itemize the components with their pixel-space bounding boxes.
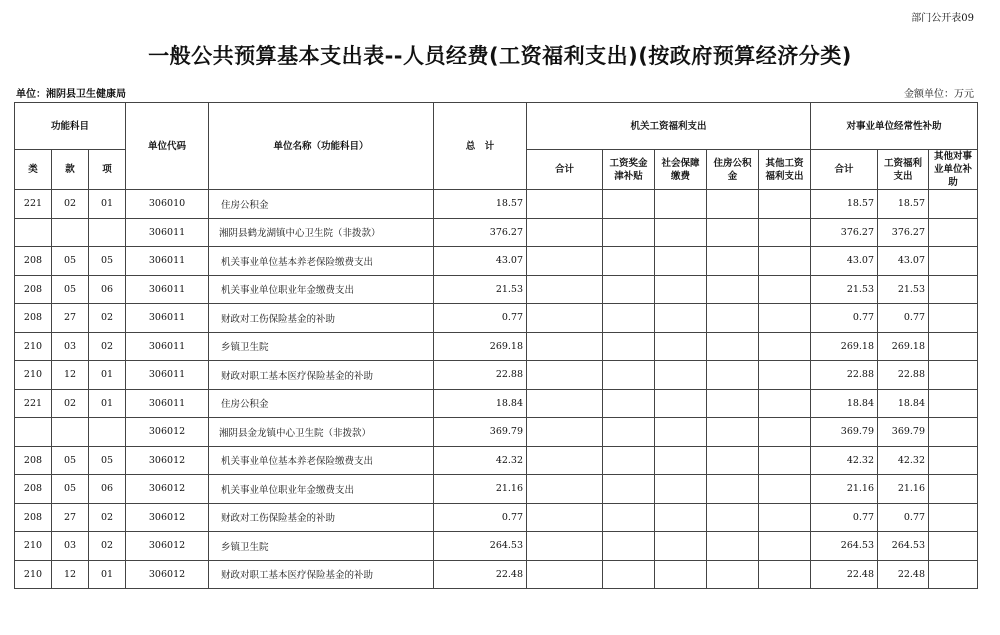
cell-inst-other	[929, 332, 978, 361]
table-row	[15, 503, 978, 532]
cell-inst-other	[929, 418, 978, 447]
cell-inst-wage: 21.53	[878, 275, 929, 304]
cell-org-sum	[527, 218, 603, 247]
cell-total: 0.77	[434, 304, 527, 333]
cell-inst-sum: 264.53	[811, 532, 878, 561]
table-row	[15, 532, 978, 561]
cell-org-bonus	[603, 475, 655, 504]
cell-org-other	[759, 503, 811, 532]
cell-inst-sum: 269.18	[811, 332, 878, 361]
cell-unit-name: 财政对工伤保险基金的补助	[209, 304, 434, 333]
cell-inst-wage: 42.32	[878, 446, 929, 475]
cell-inst-sum: 18.57	[811, 190, 878, 219]
cell-inst-wage: 22.88	[878, 361, 929, 390]
cell-kuan	[52, 418, 89, 447]
cell-unit-code: 306012	[126, 532, 209, 561]
cell-unit-code: 306011	[126, 304, 209, 333]
cell-inst-sum: 0.77	[811, 304, 878, 333]
cell-kuan: 03	[52, 332, 89, 361]
cell-org-sum	[527, 275, 603, 304]
cell-inst-other	[929, 532, 978, 561]
cell-inst-sum: 18.84	[811, 389, 878, 418]
cell-inst-wage: 18.84	[878, 389, 929, 418]
cell-lei: 210	[15, 361, 52, 390]
cell-org-housing	[707, 304, 759, 333]
cell-org-housing	[707, 446, 759, 475]
cell-inst-other	[929, 275, 978, 304]
cell-org-bonus	[603, 218, 655, 247]
cell-org-social	[655, 218, 707, 247]
cell-org-other	[759, 218, 811, 247]
cell-xiang: 01	[89, 560, 126, 589]
org-sum-header: 合计	[527, 150, 603, 190]
cell-org-bonus	[603, 418, 655, 447]
cell-org-social	[655, 389, 707, 418]
cell-org-sum	[527, 332, 603, 361]
cell-total: 22.88	[434, 361, 527, 390]
cell-lei: 208	[15, 503, 52, 532]
cell-inst-sum: 22.88	[811, 361, 878, 390]
cell-org-housing	[707, 503, 759, 532]
cell-inst-sum: 0.77	[811, 503, 878, 532]
table-row	[15, 247, 978, 276]
cell-unit-name: 财政对职工基本医疗保险基金的补助	[209, 361, 434, 390]
cell-org-bonus	[603, 361, 655, 390]
cell-total: 21.53	[434, 275, 527, 304]
cell-org-other	[759, 275, 811, 304]
cell-org-bonus	[603, 560, 655, 589]
cell-inst-other	[929, 446, 978, 475]
cell-org-social	[655, 332, 707, 361]
cell-org-other	[759, 304, 811, 333]
cell-lei: 210	[15, 332, 52, 361]
cell-inst-other	[929, 389, 978, 418]
cell-org-bonus	[603, 247, 655, 276]
cell-org-other	[759, 532, 811, 561]
cell-org-other	[759, 247, 811, 276]
form-number: 部门公开表09	[911, 13, 974, 24]
cell-lei: 210	[15, 532, 52, 561]
cell-inst-sum: 42.32	[811, 446, 878, 475]
cell-total: 269.18	[434, 332, 527, 361]
cell-kuan: 12	[52, 361, 89, 390]
cell-org-sum	[527, 361, 603, 390]
cell-inst-sum: 376.27	[811, 218, 878, 247]
cell-kuan: 05	[52, 275, 89, 304]
cell-unit-name: 财政对工伤保险基金的补助	[209, 503, 434, 532]
cell-org-social	[655, 532, 707, 561]
cell-unit-code: 306012	[126, 418, 209, 447]
cell-org-social	[655, 304, 707, 333]
cell-total: 22.48	[434, 560, 527, 589]
cell-org-sum	[527, 190, 603, 219]
cell-lei: 208	[15, 446, 52, 475]
cell-lei: 208	[15, 247, 52, 276]
inst-subsidy-header: 对事业单位经常性补助	[811, 103, 978, 150]
cell-unit-name: 机关事业单位基本养老保险缴费支出	[209, 247, 434, 276]
cell-unit-code: 306012	[126, 475, 209, 504]
unit-code-header: 单位代码	[126, 103, 209, 190]
inst-wage-header: 工资福利支出	[878, 150, 929, 190]
cell-total: 264.53	[434, 532, 527, 561]
cell-org-social	[655, 190, 707, 219]
cell-unit-code: 306011	[126, 218, 209, 247]
cell-unit-code: 306011	[126, 332, 209, 361]
cell-xiang	[89, 218, 126, 247]
table-row	[15, 190, 978, 219]
cell-total: 376.27	[434, 218, 527, 247]
cell-kuan	[52, 218, 89, 247]
cell-inst-other	[929, 190, 978, 219]
table-row	[15, 389, 978, 418]
cell-xiang: 05	[89, 446, 126, 475]
cell-org-bonus	[603, 389, 655, 418]
cell-org-sum	[527, 389, 603, 418]
cell-org-social	[655, 418, 707, 447]
cell-org-bonus	[603, 332, 655, 361]
cell-total: 369.79	[434, 418, 527, 447]
cell-kuan: 05	[52, 247, 89, 276]
cell-org-other	[759, 560, 811, 589]
total-header: 总 计	[434, 103, 527, 190]
table-row	[15, 361, 978, 390]
cell-total: 43.07	[434, 247, 527, 276]
cell-lei: 208	[15, 304, 52, 333]
cell-inst-wage: 43.07	[878, 247, 929, 276]
table-row	[15, 218, 978, 247]
cell-unit-name: 乡镇卫生院	[209, 332, 434, 361]
cell-org-other	[759, 361, 811, 390]
cell-xiang: 02	[89, 304, 126, 333]
cell-inst-sum: 21.53	[811, 275, 878, 304]
cell-org-social	[655, 247, 707, 276]
cell-kuan: 02	[52, 190, 89, 219]
cell-unit-name: 机关事业单位职业年金缴费支出	[209, 275, 434, 304]
cell-inst-other	[929, 361, 978, 390]
cell-xiang	[89, 418, 126, 447]
table-header	[15, 103, 978, 190]
cell-xiang: 05	[89, 247, 126, 276]
cell-org-sum	[527, 532, 603, 561]
cell-lei	[15, 218, 52, 247]
cell-org-social	[655, 446, 707, 475]
cell-org-housing	[707, 389, 759, 418]
cell-org-housing	[707, 218, 759, 247]
cell-org-sum	[527, 418, 603, 447]
cell-inst-sum: 21.16	[811, 475, 878, 504]
cell-inst-wage: 18.57	[878, 190, 929, 219]
cell-org-bonus	[603, 532, 655, 561]
cell-org-housing	[707, 275, 759, 304]
cell-kuan: 02	[52, 389, 89, 418]
cell-org-housing	[707, 418, 759, 447]
cell-lei	[15, 418, 52, 447]
cell-kuan: 05	[52, 475, 89, 504]
cell-inst-wage: 376.27	[878, 218, 929, 247]
cell-total: 18.57	[434, 190, 527, 219]
cell-unit-name: 住房公积金	[209, 389, 434, 418]
xiang-header: 项	[89, 150, 126, 190]
table-row	[15, 446, 978, 475]
cell-total: 21.16	[434, 475, 527, 504]
cell-org-other	[759, 332, 811, 361]
inst-other-header: 其他对事业单位补助	[929, 150, 978, 190]
cell-unit-name: 湘阴县鹤龙湖镇中心卫生院（非拨款）	[209, 218, 434, 247]
cell-org-housing	[707, 532, 759, 561]
cell-org-other	[759, 475, 811, 504]
cell-unit-code: 306011	[126, 275, 209, 304]
cell-unit-code: 306012	[126, 446, 209, 475]
cell-inst-other	[929, 560, 978, 589]
cell-org-bonus	[603, 503, 655, 532]
cell-org-housing	[707, 332, 759, 361]
cell-xiang: 02	[89, 332, 126, 361]
cell-total: 18.84	[434, 389, 527, 418]
org-other-header: 其他工资福利支出	[759, 150, 811, 190]
cell-inst-sum: 369.79	[811, 418, 878, 447]
cell-org-sum	[527, 446, 603, 475]
cell-inst-wage: 264.53	[878, 532, 929, 561]
table-row	[15, 475, 978, 504]
cell-xiang: 06	[89, 275, 126, 304]
cell-org-social	[655, 475, 707, 504]
table-body	[15, 190, 978, 589]
cell-kuan: 03	[52, 532, 89, 561]
cell-inst-sum: 43.07	[811, 247, 878, 276]
cell-lei: 221	[15, 389, 52, 418]
cell-org-other	[759, 418, 811, 447]
cell-total: 42.32	[434, 446, 527, 475]
unit-label: 单位：湘阴县卫生健康局	[16, 89, 126, 100]
cell-xiang: 01	[89, 361, 126, 390]
cell-xiang: 06	[89, 475, 126, 504]
cell-unit-name: 湘阴县金龙镇中心卫生院（非拨款）	[209, 418, 434, 447]
cell-org-housing	[707, 247, 759, 276]
kuan-header: 款	[52, 150, 89, 190]
cell-kuan: 05	[52, 446, 89, 475]
org-bonus-header: 工资奖金津补贴	[603, 150, 655, 190]
cell-unit-name: 乡镇卫生院	[209, 532, 434, 561]
cell-org-bonus	[603, 275, 655, 304]
cell-unit-name: 住房公积金	[209, 190, 434, 219]
org-housing-header: 住房公积金	[707, 150, 759, 190]
cell-unit-code: 306012	[126, 503, 209, 532]
cell-inst-other	[929, 475, 978, 504]
budget-table	[14, 102, 978, 589]
cell-org-sum	[527, 304, 603, 333]
cell-unit-code: 306011	[126, 361, 209, 390]
cell-xiang: 01	[89, 190, 126, 219]
cell-unit-code: 306011	[126, 247, 209, 276]
cell-lei: 210	[15, 560, 52, 589]
cell-org-other	[759, 446, 811, 475]
cell-org-housing	[707, 361, 759, 390]
cell-unit-code: 306010	[126, 190, 209, 219]
org-wage-header: 机关工资福利支出	[527, 103, 811, 150]
table-row	[15, 332, 978, 361]
cell-inst-other	[929, 503, 978, 532]
unit-name-header: 单位名称（功能科目）	[209, 103, 434, 190]
cell-kuan: 27	[52, 304, 89, 333]
cell-unit-name: 机关事业单位基本养老保险缴费支出	[209, 446, 434, 475]
inst-sum-header: 合计	[811, 150, 878, 190]
cell-inst-sum: 22.48	[811, 560, 878, 589]
cell-org-other	[759, 190, 811, 219]
cell-xiang: 01	[89, 389, 126, 418]
cell-unit-name: 机关事业单位职业年金缴费支出	[209, 475, 434, 504]
cell-org-social	[655, 503, 707, 532]
cell-lei: 221	[15, 190, 52, 219]
cell-org-social	[655, 560, 707, 589]
cell-kuan: 12	[52, 560, 89, 589]
cell-org-sum	[527, 247, 603, 276]
cell-xiang: 02	[89, 503, 126, 532]
cell-total: 0.77	[434, 503, 527, 532]
cell-inst-wage: 0.77	[878, 304, 929, 333]
cell-lei: 208	[15, 475, 52, 504]
cell-inst-wage: 22.48	[878, 560, 929, 589]
cell-xiang: 02	[89, 532, 126, 561]
func-subject-header: 功能科目	[15, 103, 126, 150]
cell-inst-other	[929, 247, 978, 276]
cell-unit-code: 306011	[126, 389, 209, 418]
cell-org-housing	[707, 560, 759, 589]
cell-inst-other	[929, 304, 978, 333]
cell-inst-wage: 21.16	[878, 475, 929, 504]
cell-org-housing	[707, 475, 759, 504]
table-row	[15, 418, 978, 447]
cell-org-other	[759, 389, 811, 418]
money-unit-label: 金额单位：万元	[904, 89, 974, 100]
cell-org-bonus	[603, 304, 655, 333]
cell-org-housing	[707, 190, 759, 219]
cell-org-social	[655, 361, 707, 390]
cell-unit-code: 306012	[126, 560, 209, 589]
cell-org-bonus	[603, 190, 655, 219]
lei-header: 类	[15, 150, 52, 190]
cell-inst-other	[929, 218, 978, 247]
cell-inst-wage: 369.79	[878, 418, 929, 447]
page-title: 一般公共预算基本支出表--人员经费(工资福利支出)(按政府预算经济分类)	[148, 44, 852, 68]
cell-org-social	[655, 275, 707, 304]
cell-lei: 208	[15, 275, 52, 304]
table-row	[15, 275, 978, 304]
cell-org-sum	[527, 475, 603, 504]
table-row	[15, 304, 978, 333]
cell-unit-name: 财政对职工基本医疗保险基金的补助	[209, 560, 434, 589]
cell-org-sum	[527, 503, 603, 532]
cell-org-sum	[527, 560, 603, 589]
cell-org-bonus	[603, 446, 655, 475]
org-social-header: 社会保障缴费	[655, 150, 707, 190]
cell-inst-wage: 269.18	[878, 332, 929, 361]
cell-kuan: 27	[52, 503, 89, 532]
cell-inst-wage: 0.77	[878, 503, 929, 532]
table-row	[15, 560, 978, 589]
